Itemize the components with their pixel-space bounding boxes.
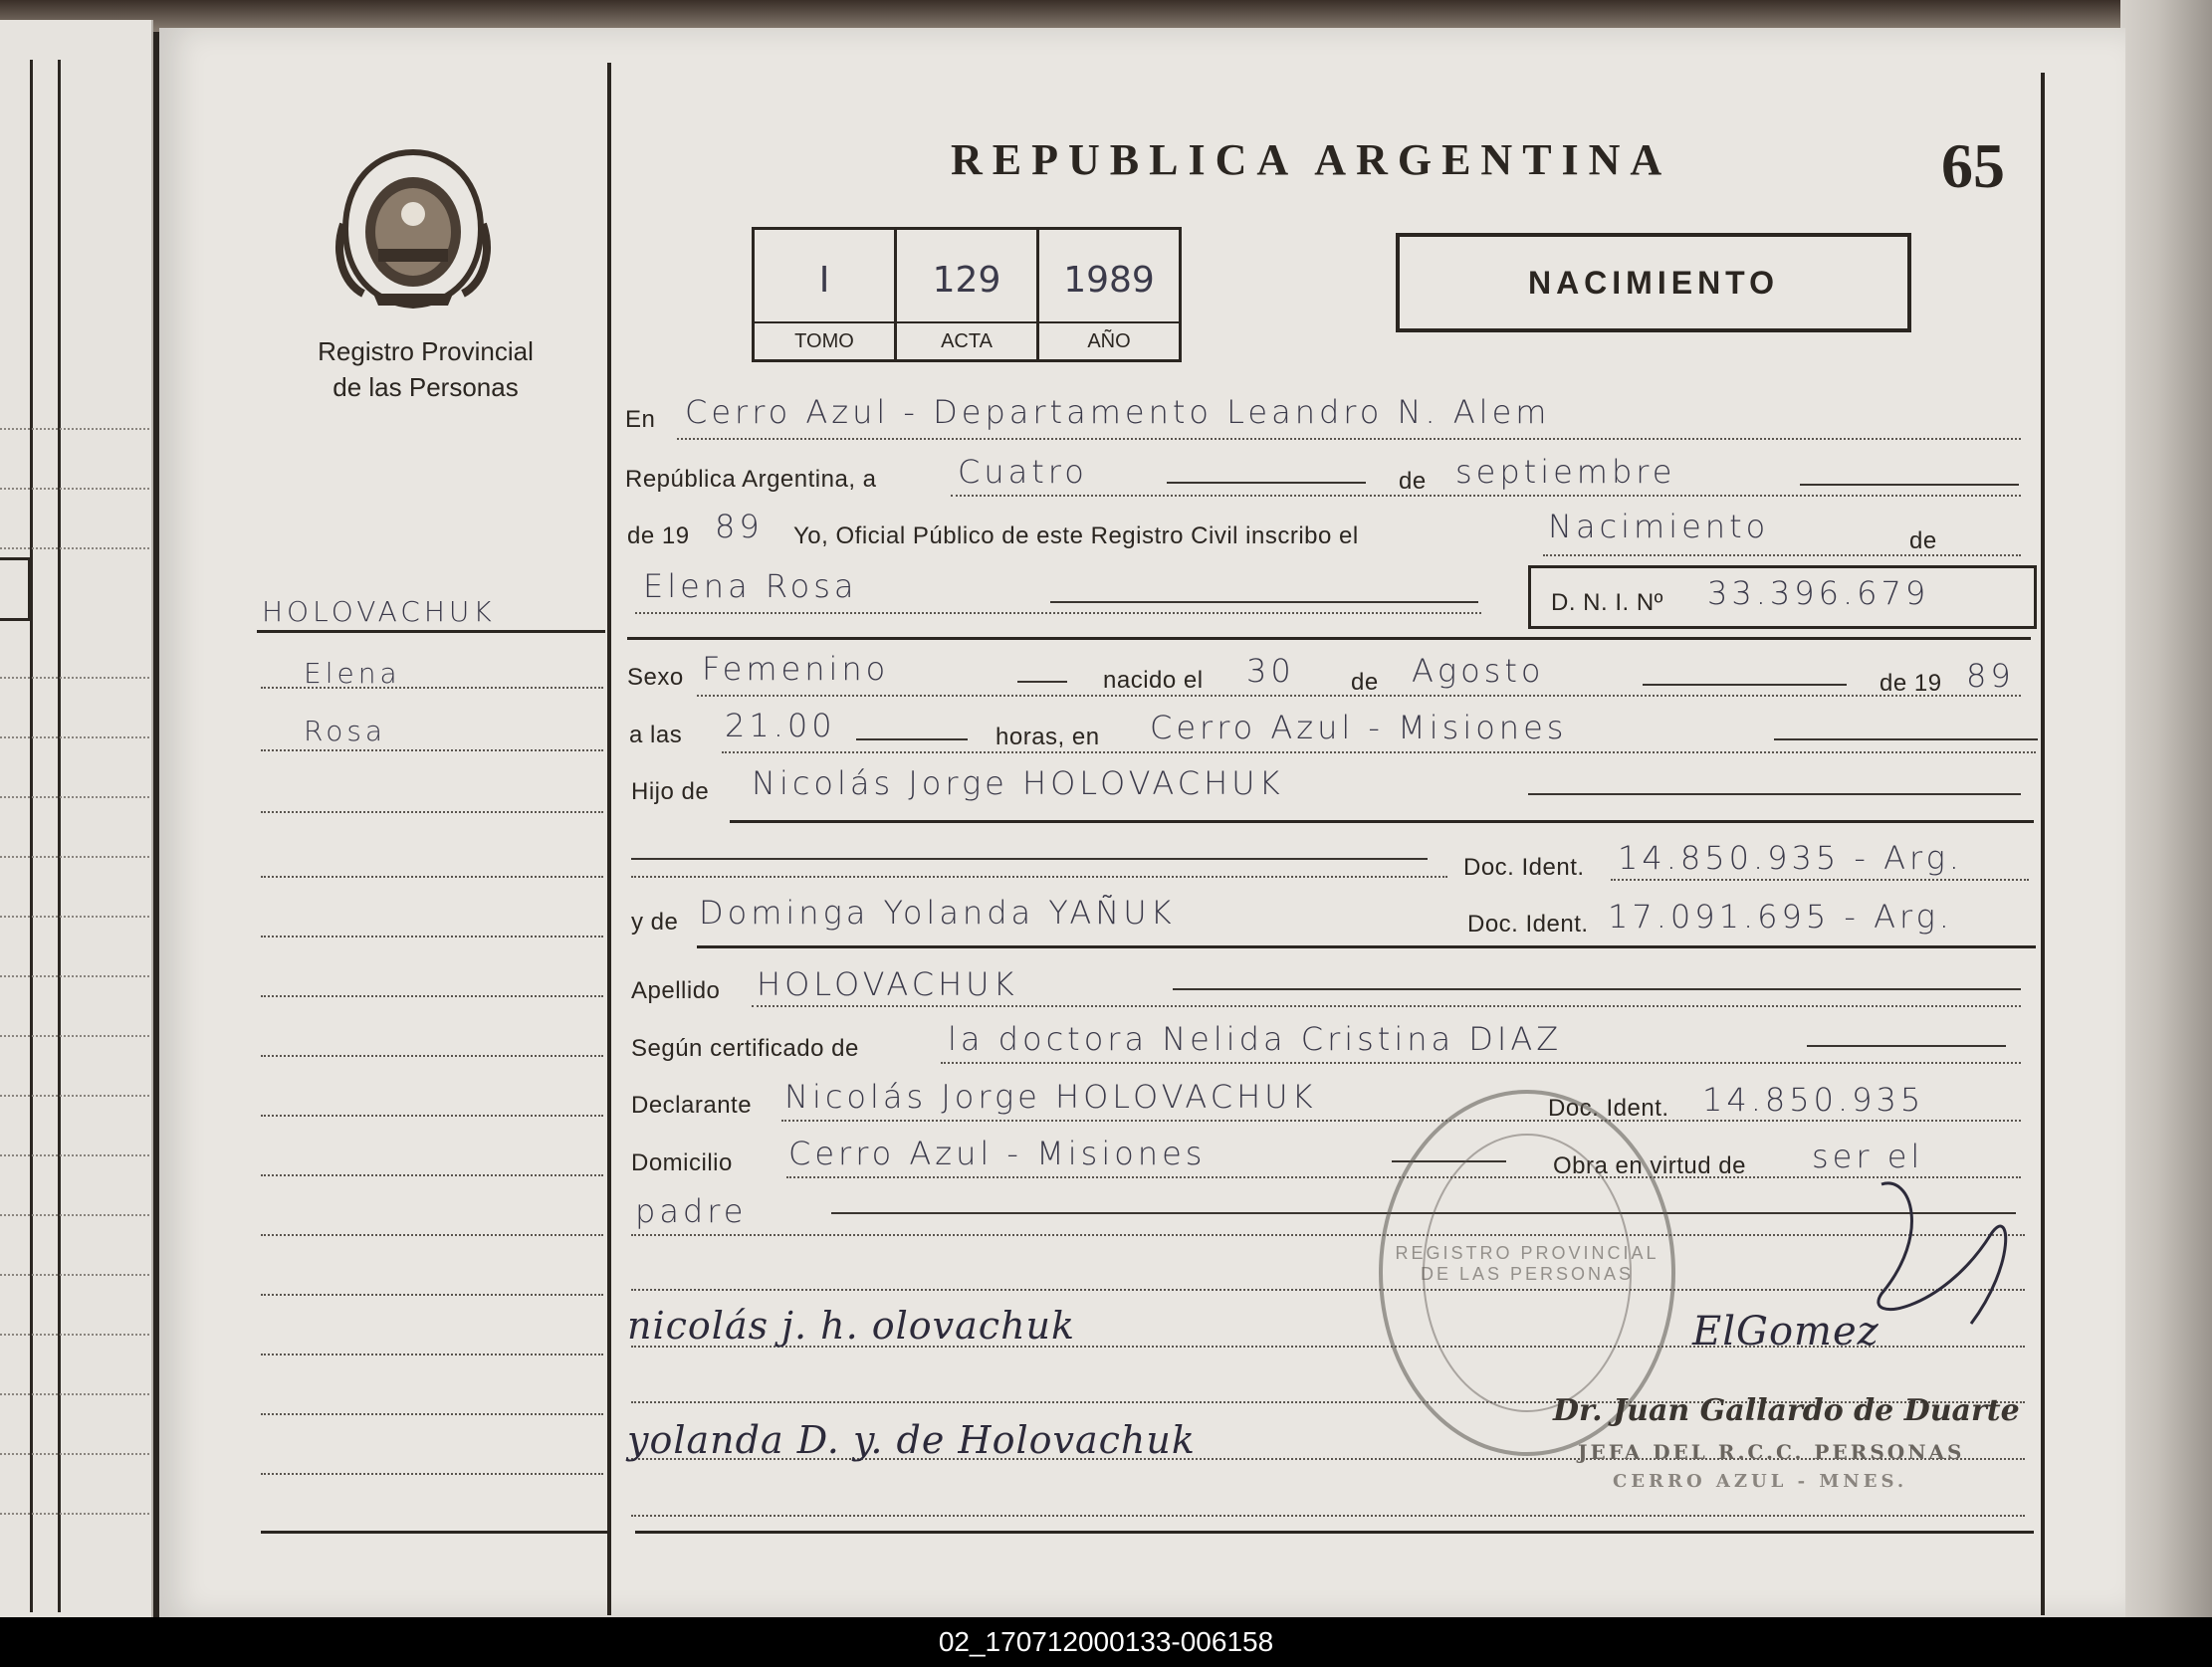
sidebar-given2: Rosa bbox=[304, 715, 387, 747]
segun-fill-line bbox=[1807, 1045, 2006, 1047]
left-page-rule bbox=[0, 856, 149, 858]
sidebar-line bbox=[261, 995, 603, 997]
de-label3: de bbox=[1351, 669, 1379, 696]
hora-line bbox=[722, 751, 2036, 753]
acta-value: 129 bbox=[932, 260, 1001, 301]
place-fill-line bbox=[1774, 738, 2038, 740]
left-page-edge bbox=[0, 20, 153, 1617]
doc-label3: Doc. Ident. bbox=[1548, 1095, 1669, 1122]
tomo-label: TOMO bbox=[755, 321, 894, 359]
doc-label2: Doc. Ident. bbox=[1467, 911, 1589, 938]
registry-name-line2: de las Personas bbox=[332, 372, 519, 402]
sidebar-line bbox=[261, 1234, 603, 1236]
sidebar-line bbox=[261, 1473, 603, 1475]
sidebar-line bbox=[261, 1174, 603, 1176]
obra-value: ser el bbox=[1812, 1138, 1924, 1175]
ano-cell bbox=[1039, 230, 1179, 359]
left-page-rule bbox=[0, 488, 149, 490]
obra-value-2: padre bbox=[635, 1192, 748, 1230]
left-page-rule bbox=[0, 1334, 149, 1336]
tomo-cell bbox=[755, 230, 897, 359]
birth-month: Agosto bbox=[1412, 652, 1545, 690]
left-page-rule bbox=[0, 975, 149, 977]
sidebar-surname-rule bbox=[257, 630, 605, 633]
sidebar-surname: HOLOVACHUK bbox=[262, 595, 496, 628]
father-fill-line bbox=[1528, 793, 2021, 795]
left-page-rule bbox=[0, 677, 149, 679]
signature-line bbox=[631, 1515, 2025, 1517]
book-spine bbox=[2120, 0, 2212, 1617]
domicilio-value: Cerro Azul - Misiones bbox=[788, 1135, 1207, 1172]
left-page-rule bbox=[0, 1095, 149, 1097]
domicilio-label: Domicilio bbox=[631, 1149, 733, 1176]
place-value: Cerro Azul - Misiones bbox=[1150, 709, 1568, 746]
acta-label: ACTA bbox=[897, 321, 1036, 359]
birth-month-fill-line bbox=[1643, 684, 1847, 686]
apellido-label: Apellido bbox=[631, 977, 721, 1004]
sidebar-line bbox=[261, 1115, 603, 1117]
month-fill-line bbox=[1800, 484, 2019, 486]
declarante-line bbox=[781, 1120, 2021, 1122]
father-doc-line bbox=[1611, 879, 2029, 881]
page-number: 65 bbox=[1941, 130, 2005, 201]
en-line bbox=[677, 438, 2021, 440]
document-title: REPUBLICA ARGENTINA bbox=[951, 135, 1672, 184]
registry-number-box bbox=[752, 227, 1182, 362]
birth-day: 30 bbox=[1246, 652, 1295, 690]
mother-doc: 17.091.695 - Arg. bbox=[1608, 898, 1953, 936]
left-page-rule bbox=[0, 1214, 149, 1216]
en-value: Cerro Azul - Departamento Leandro N. Alem bbox=[685, 393, 1551, 431]
left-page-rule bbox=[0, 1154, 149, 1156]
alas-label: a las bbox=[629, 722, 683, 748]
day-fill-line bbox=[1167, 482, 1366, 484]
date-line bbox=[951, 495, 2021, 497]
year-prefix: de 19 bbox=[627, 522, 690, 549]
father-rule bbox=[730, 820, 2034, 823]
tomo-value: I bbox=[818, 260, 830, 301]
father-extra-dotline bbox=[631, 876, 1447, 878]
sidebar-line bbox=[261, 811, 603, 813]
ano-label: AÑO bbox=[1039, 321, 1179, 359]
horas-label: horas, en bbox=[995, 724, 1100, 750]
bottom-rule bbox=[635, 1531, 2034, 1534]
stamp-text: REGISTRO PROVINCIAL DE LAS PERSONAS bbox=[1395, 1243, 1659, 1284]
de-label2: de bbox=[1909, 527, 1937, 554]
hijo-label: Hijo de bbox=[631, 778, 710, 805]
nacido-label: nacido el bbox=[1103, 667, 1204, 694]
ano-value: 1989 bbox=[1063, 260, 1155, 301]
birth-year-prefix: de 19 bbox=[1880, 670, 1942, 697]
apellido-value: HOLOVACHUK bbox=[757, 965, 1018, 1003]
left-page-rule bbox=[0, 1274, 149, 1276]
left-page-rule bbox=[0, 1513, 149, 1515]
sidebar-line bbox=[261, 1294, 603, 1296]
sidebar-line bbox=[261, 687, 603, 689]
official-name: Dr. Juan Gallardo de Duarte bbox=[1553, 1393, 2020, 1428]
left-page-rule bbox=[0, 428, 149, 430]
republica-label: República Argentina, a bbox=[625, 466, 877, 493]
father-value: Nicolás Jorge HOLOVACHUK bbox=[752, 764, 1284, 802]
mother-rule bbox=[697, 945, 2036, 948]
sidebar-line bbox=[261, 1354, 603, 1355]
left-page-margin-line bbox=[30, 60, 33, 1612]
apellido-line bbox=[752, 1005, 2021, 1007]
official-title: JEFA DEL R.C.C. PERSONAS bbox=[1578, 1440, 1965, 1464]
image-id-footer: 02_170712000133-006158 bbox=[0, 1617, 2212, 1667]
segun-label: Según certificado de bbox=[631, 1035, 859, 1062]
signature-line bbox=[631, 1289, 2025, 1291]
sidebar-given1: Elena bbox=[304, 657, 401, 690]
signature-father: nicolás j. h. olovachuk bbox=[627, 1304, 1076, 1348]
dni-value: 33.396.679 bbox=[1707, 574, 1930, 612]
obra-line bbox=[631, 1234, 2025, 1236]
left-page-rule bbox=[0, 1393, 149, 1395]
sidebar-line bbox=[261, 1413, 603, 1415]
record-type-box: NACIMIENTO bbox=[1396, 233, 1911, 332]
sidebar-line bbox=[261, 876, 603, 878]
obra-label: Obra en virtud de bbox=[1553, 1152, 1746, 1179]
signature-official: ElGomez bbox=[1692, 1309, 1880, 1354]
registry-name-line1: Registro Provincial bbox=[318, 336, 534, 366]
sidebar-bottom-rule bbox=[261, 1531, 609, 1534]
segun-line bbox=[941, 1062, 2021, 1064]
day-word: Cuatro bbox=[958, 453, 1088, 491]
name-value: Elena Rosa bbox=[643, 567, 858, 605]
act-line bbox=[1543, 554, 2021, 556]
sexo-label: Sexo bbox=[627, 664, 684, 691]
mother-value: Dominga Yolanda YAÑUK bbox=[699, 894, 1176, 932]
sidebar-line bbox=[261, 936, 603, 938]
left-page-rule bbox=[0, 916, 149, 918]
sidebar-line bbox=[261, 749, 603, 751]
sexo-value: Femenino bbox=[702, 650, 890, 688]
name-line bbox=[635, 612, 1481, 614]
sidebar-line bbox=[261, 1055, 603, 1057]
left-page-rule bbox=[0, 1453, 149, 1455]
signature-flourish-icon bbox=[1822, 1174, 2021, 1373]
left-page-margin-line-2 bbox=[58, 60, 61, 1612]
section-rule bbox=[627, 637, 2031, 640]
time-value: 21.00 bbox=[725, 707, 836, 744]
left-page-rule bbox=[0, 736, 149, 738]
father-doc: 14.850.935 - Arg. bbox=[1618, 839, 1963, 877]
left-page-rule bbox=[0, 1035, 149, 1037]
year-suffix: 89 bbox=[715, 508, 764, 545]
left-page-rule bbox=[0, 547, 149, 549]
left-page-rule bbox=[0, 796, 149, 798]
declarante-label: Declarante bbox=[631, 1092, 753, 1119]
month-word: septiembre bbox=[1455, 453, 1676, 491]
apellido-fill-line bbox=[1173, 988, 2021, 990]
yo-text: Yo, Oficial Público de este Registro Civil inscribo el bbox=[793, 522, 1359, 549]
left-page-box bbox=[0, 557, 31, 621]
act-type: Nacimiento bbox=[1548, 508, 1770, 545]
acta-cell bbox=[897, 230, 1039, 359]
signature-mother: yolanda D. y. de Holovachuk bbox=[627, 1418, 1196, 1462]
father-extra-line bbox=[631, 858, 1428, 860]
provincial-seal-icon bbox=[333, 144, 493, 313]
declarante-doc: 14.850.935 bbox=[1702, 1081, 1925, 1119]
de-label: de bbox=[1399, 468, 1427, 495]
official-place: CERRO AZUL - MNES. bbox=[1613, 1471, 1908, 1492]
yde-label: y de bbox=[631, 909, 679, 936]
name-fill-line bbox=[1050, 601, 1478, 603]
doc-label1: Doc. Ident. bbox=[1463, 854, 1585, 881]
sidebar-divider bbox=[607, 63, 611, 1615]
sexo-line bbox=[697, 695, 2021, 697]
dni-label: D. N. I. Nº bbox=[1551, 589, 1663, 616]
time-fill-line bbox=[856, 738, 968, 740]
segun-value: la doctora Nelida Cristina DIAZ bbox=[948, 1020, 1563, 1058]
birth-year-suffix: 89 bbox=[1966, 657, 2015, 695]
right-margin-line bbox=[2041, 73, 2045, 1615]
declarante-value: Nicolás Jorge HOLOVACHUK bbox=[784, 1078, 1317, 1116]
en-label: En bbox=[625, 406, 656, 433]
sexo-fill-line bbox=[1017, 681, 1067, 683]
registry-name bbox=[259, 333, 592, 405]
